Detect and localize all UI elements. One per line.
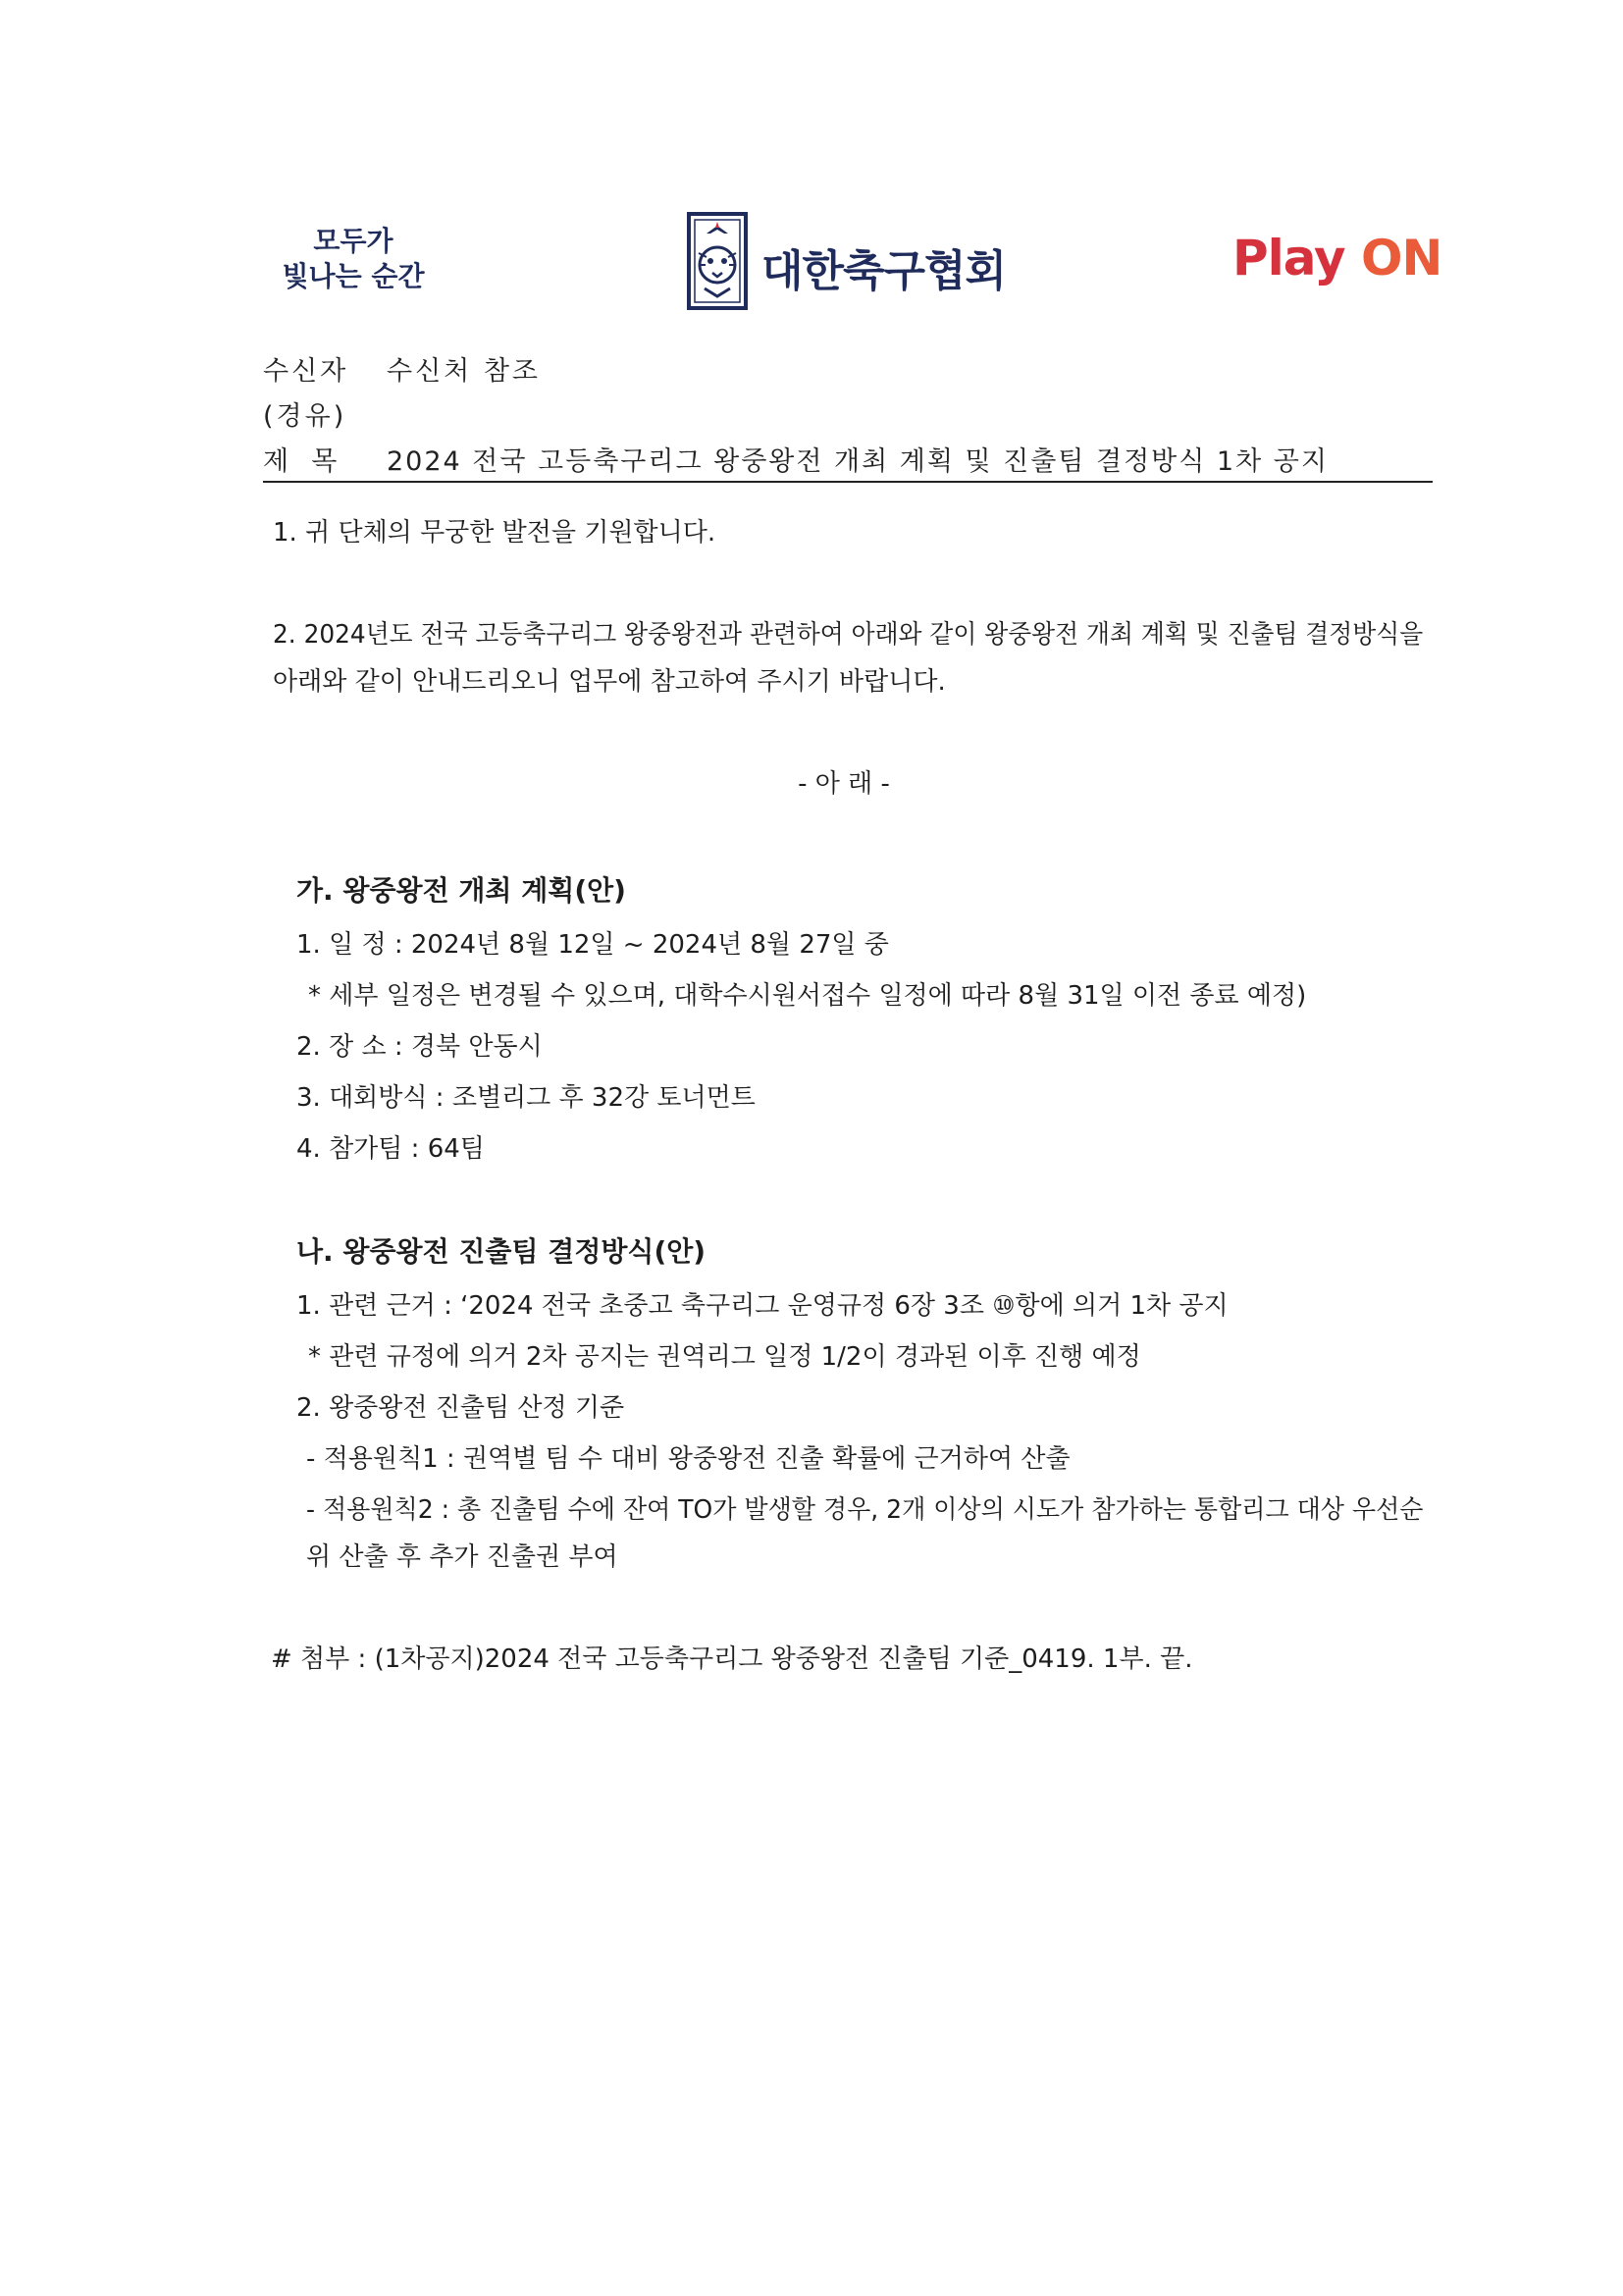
section-b-item: * 관련 규정에 의거 2차 공지는 권역리그 일정 1/2이 경과된 이후 진행 예정 [308,1342,1141,1372]
slogan [265,224,442,294]
via-label: (경유) [263,401,347,432]
section-b-item: - 적용원칙1 : 권역별 팀 수 대비 왕중왕전 진출 확률에 근거하여 산출 [306,1444,1071,1474]
brand-part1: Play [1232,230,1361,287]
recipient-label: 수신자 [263,356,349,387]
section-a-title: 가. 왕중왕전 개최 계획(안) [296,874,626,907]
section-b-title: 나. 왕중왕전 진출팀 결정방식(안) [296,1235,707,1268]
paragraph-1: 1. 귀 단체의 무궁한 발전을 기원합니다. [273,518,716,548]
section-b-item: 2. 왕중왕전 진출팀 산정 기준 [296,1393,625,1423]
subject-row [263,440,1329,478]
section-a-item: * 세부 일정은 변경될 수 있으며, 대학수시원서접수 일정에 따라 8월 31일 이전 종료 예정) [308,981,1307,1011]
recipient-row [263,349,541,388]
subject-text: 2024 전국 고등축구리그 왕중왕전 개최 계획 및 진출팀 결정방식 1차 공지 [387,446,1329,477]
section-b-item: - 적용원칙2 : 총 진출팀 수에 잔여 TO가 발생할 경우, 2개 이상의 시도가 참가하는 통합리그 대상 우선순 [306,1495,1424,1525]
section-a-item: 2. 장 소 : 경북 안동시 [296,1032,543,1062]
brand-part2: ON [1361,230,1442,287]
paragraph-2-line1: 2. 2024년도 전국 고등축구리그 왕중왕전과 관련하여 아래와 같이 왕중왕전 개최 계획 및 진출팀 결정방식을 [273,620,1424,650]
section-a-item: 4. 참가팀 : 64팀 [296,1134,485,1164]
via-row [263,394,346,433]
section-a-item: 1. 일 정 : 2024년 8월 12일 ~ 2024년 8월 27일 중 [296,930,889,960]
section-b-item: 위 산출 후 추가 진출권 부여 [306,1542,618,1572]
org-name: 대한축구협회 [761,246,1007,296]
header-divider [263,481,1433,483]
subject-label: 제 목 [263,446,340,477]
brand-logo [1232,230,1441,287]
section-a-item: 3. 대회방식 : 조별리그 후 32강 토너먼트 [296,1083,756,1113]
recipient-value: 수신처 참조 [387,356,541,387]
slogan-line2: 빛나는 순간 [282,260,425,292]
slogan-line1: 모두가 [313,225,393,257]
section-b-item: 1. 관련 근거 : ‘2024 전국 초중고 축구리그 운영규정 6장 3조 ⑩항에 의거 1차 공지 [296,1291,1229,1321]
below-marker: - 아 래 - [798,769,890,799]
paragraph-2-line2: 아래와 같이 안내드리오니 업무에 참고하여 주시기 바랍니다. [273,667,946,697]
attachment-note: # 첨부 : (1차공지)2024 전국 고등축구리그 왕중왕전 진출팀 기준_0419. 1부. 끝. [271,1644,1193,1674]
tiger-shield-icon [687,212,748,310]
